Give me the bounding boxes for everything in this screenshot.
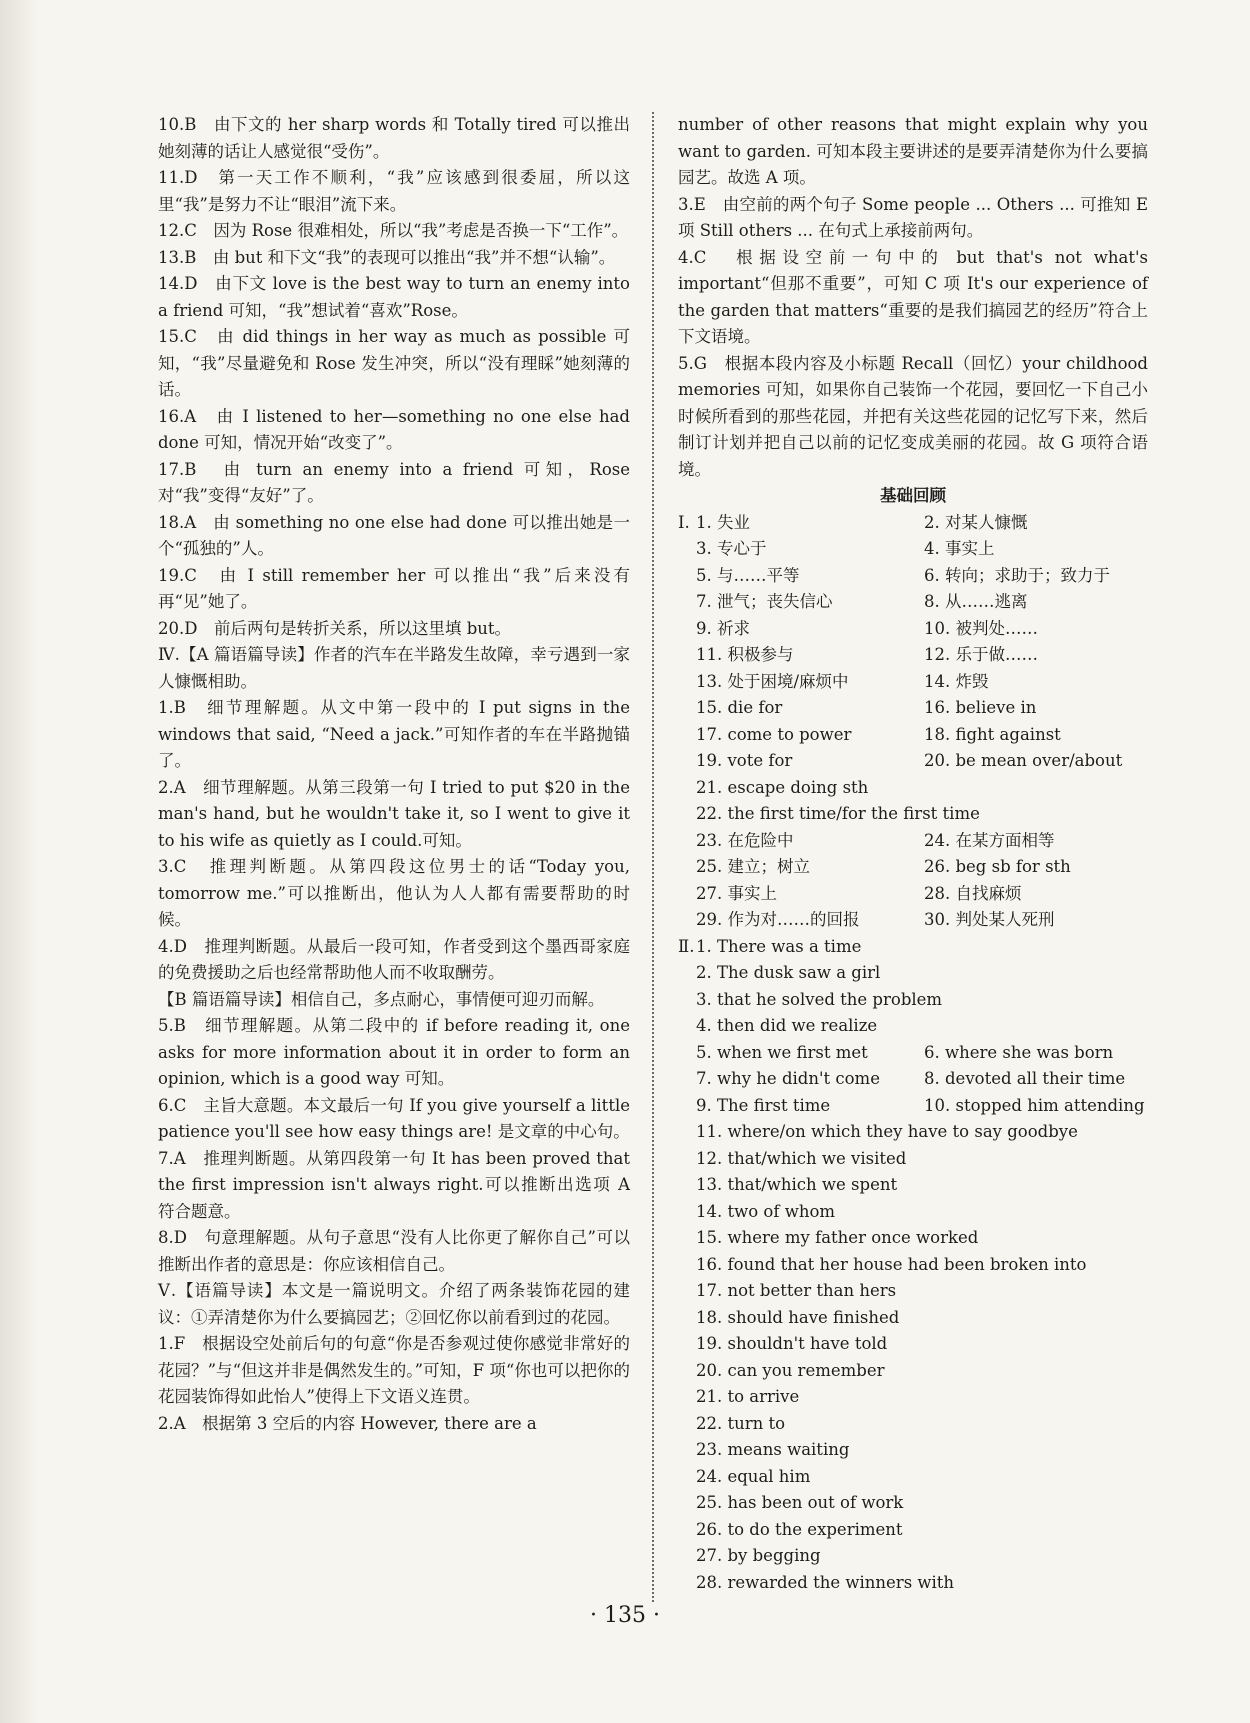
review-part2-entry: 9. The first time: [696, 1095, 831, 1115]
review-part2-entry: 26. to do the experiment: [696, 1519, 903, 1539]
review-part1-entry: 29. 作为对……的回报: [696, 910, 860, 929]
review-part1-row: [678, 510, 1148, 537]
review-part2-cell: [678, 1040, 924, 1067]
review-part1-entry: 25. 建立；树立: [696, 857, 810, 876]
left-column: [158, 112, 630, 1437]
review-part2-entry: 20. can you remember: [696, 1360, 885, 1380]
review-part2-cell: [678, 1305, 899, 1332]
review-part1-cell: [678, 748, 924, 775]
review-part1-cell: [678, 881, 924, 908]
review-part2-entry: 14. two of whom: [696, 1201, 836, 1221]
answer-item: 10.B 由下文的 her sharp words 和 Totally tired 可以推出她刻薄的话让人感觉很“受伤”。: [158, 115, 630, 161]
answer-item: Ⅴ.【语篇导读】本文是一篇说明文。介绍了两条装饰花园的建议：①弄清楚你为什么要搞园艺；②回忆你以前看到过的花园。: [158, 1281, 630, 1327]
column-divider: [652, 112, 654, 1602]
review-part1-cell: [678, 589, 924, 616]
review-part2-entry: 12. that/which we visited: [696, 1148, 907, 1168]
review-part2-row: [678, 1570, 1148, 1597]
review-part1-cell: [678, 722, 924, 749]
review-part2-entry: 2. The dusk saw a girl: [696, 963, 881, 982]
review-part2-row: [678, 960, 1148, 987]
review-part2-row: [678, 1199, 1148, 1226]
answer-item: 3.E 由空前的两个句子 Some people ... Others ... 可推知 E 项 Still others ... 在句式上承接前两句。: [678, 194, 1148, 240]
review-part1-row: [678, 907, 1148, 934]
review-part2-entry: 24. equal him: [696, 1466, 811, 1486]
review-part1-row: [678, 854, 1148, 881]
review-part2-row: [678, 1358, 1148, 1385]
review-part2-cell: [678, 1225, 978, 1252]
review-part1-entry: 15. die for: [696, 698, 783, 717]
review-part2-row: [678, 1411, 1148, 1438]
review-part1-entry: 16. believe in: [924, 698, 1037, 717]
review-part1-row: [678, 828, 1148, 855]
review-part1-row: [678, 722, 1148, 749]
review-part1-entry: 18. fight against: [924, 724, 1061, 744]
review-part2-row: [678, 1305, 1148, 1332]
review-part1-entry: 11. 积极参与: [696, 645, 794, 664]
review-part2-cell: [678, 934, 861, 961]
review-part2-cell: [678, 1119, 1078, 1146]
review-part1-cell: [678, 510, 924, 537]
review-part1-entry: 1. 失业: [696, 512, 750, 532]
review-part1-row: [678, 801, 1148, 828]
review-part2-cell: [678, 1411, 785, 1438]
review-part1-entry: 14. 炸毁: [924, 671, 989, 691]
review-part1-row: [678, 536, 1148, 563]
review-part2-cell: [678, 1199, 835, 1226]
review-part1-entry: 3. 专心于: [696, 539, 767, 558]
answer-item: 20.D 前后两句是转折关系，所以这里填 but。: [158, 618, 512, 638]
answer-item: 【B 篇语篇导读】相信自己，多点耐心，事情便可迎刃而解。: [158, 989, 605, 1009]
review-part1-entry: 7. 泄气；丧失信心: [696, 592, 833, 611]
review-part2-entry: 17. not better than hers: [696, 1281, 897, 1300]
review-part1-entry: 2. 对某人慷慨: [924, 512, 1028, 532]
review-part1-entry: 21. escape doing sth: [696, 777, 869, 797]
review-part2-row: [678, 1543, 1148, 1570]
answer-item: 3.C 推理判断题。从第四段这位男士的话“Today you, tomorrow me.”可以推断出，他认为人人都有需要帮助的时候。: [158, 857, 630, 929]
answer-item: 2.A 根据第 3 空后的内容 However, there are a: [158, 1413, 537, 1433]
review-part1-label: Ⅰ.: [678, 512, 690, 532]
review-part1-entry: 19. vote for: [696, 751, 793, 770]
answer-item: 6.C 主旨大意题。本文最后一句 If you give yourself a little patience you'll see how easy things are! 是文章的中心句。: [158, 1095, 630, 1141]
review-part2-cell: [678, 1543, 821, 1570]
review-part1-entry: 22. the first time/for the first time: [696, 804, 980, 823]
answer-item: 18.A 由 something no one else had done 可以推出她是一个“孤独的”人。: [158, 512, 630, 558]
review-part1-entry: 26. beg sb for sth: [924, 857, 1071, 876]
review-part1-row: [678, 642, 1148, 669]
answer-item: 1.F 根据设空处前后句的句意“你是否参观过使你感觉非常好的花园？”与“但这并非是偶然发生的。”可知，F 项“你也可以把你的花园装饰得如此怡人”使得上下文语义连贯。: [158, 1334, 630, 1406]
review-part1-entry: 24. 在某方面相等: [924, 830, 1055, 850]
review-part1-row: [678, 616, 1148, 643]
answer-item: 1.B 细节理解题。从文中第一段中的 I put signs in the windows that said, “Need a jack.”可知作者的车在半路抛锚了。: [158, 698, 630, 770]
review-part2-entry: 8. devoted all their time: [924, 1069, 1126, 1088]
answer-item: 7.A 推理判断题。从第四段第一句 It has been proved that the first impression isn't always right.可以推断出选项 A 符合题意。: [158, 1148, 630, 1221]
review-part2-cell: [678, 1358, 885, 1385]
review-part1-row: [678, 748, 1148, 775]
review-part1-entry: 6. 转向；求助于；致力于: [924, 565, 1110, 585]
review-part1-entry: 20. be mean over/about: [924, 751, 1123, 770]
review-part2-entry: 4. then did we realize: [696, 1016, 878, 1035]
review-part2-row: [678, 1331, 1148, 1358]
review-part1-row: [678, 589, 1148, 616]
review-part1-row: [678, 669, 1148, 696]
answer-item: number of other reasons that might explain why you want to garden. 可知本段主要讲述的是要弄清楚你为什么要搞园艺。故选 A 项。: [678, 115, 1148, 187]
review-part2-row: [678, 1146, 1148, 1173]
review-part2-cell: [678, 1013, 877, 1040]
review-part1-entry: 5. 与……平等: [696, 565, 800, 585]
review-part2-entry: 11. where/on which they have to say goodbye: [696, 1122, 1078, 1141]
answer-item: 15.C 由 did things in her way as much as possible 可知，“我”尽量避免和 Rose 发生冲突，所以“没有理睬”她刻薄的话。: [158, 327, 630, 399]
review-part2-cell: [678, 1146, 906, 1173]
review-part2-cell: [678, 1490, 903, 1517]
review-part1-entry: 30. 判处某人死刑: [924, 910, 1055, 929]
review-part2-row: [678, 1066, 1148, 1093]
review-part2-entry: 6. where she was born: [924, 1042, 1114, 1062]
review-part1-row: [678, 775, 1148, 802]
review-part2-cell: [678, 1278, 896, 1305]
review-part1-cell: [678, 563, 924, 590]
review-part2-cell: [678, 1384, 799, 1411]
review-part2-entry: 5. when we first met: [696, 1042, 868, 1062]
review-part2-cell: [678, 1437, 849, 1464]
right-column: [678, 112, 1148, 1596]
review-part1-entry: 4. 事实上: [924, 539, 995, 558]
review-part2-entry: 16. found that her house had been broken into: [696, 1254, 1087, 1274]
page-number: · 135 ·: [590, 1603, 660, 1628]
review-part2-entry: 22. turn to: [696, 1413, 786, 1433]
review-part2-cell: [678, 987, 942, 1014]
review-part2-cell: [678, 1517, 903, 1544]
review-part2-row: [678, 934, 1148, 961]
review-part2-cell: [678, 1093, 924, 1120]
answer-item: 17.B 由 turn an enemy into a friend 可知，Rose 对“我”变得“友好”了。: [158, 459, 630, 505]
answer-item: Ⅳ.【A 篇语篇导读】作者的汽车在半路发生故障，幸亏遇到一家人慷慨相助。: [158, 645, 630, 691]
review-part1-cell: [678, 616, 924, 643]
review-part1-entry: 13. 处于困境/麻烦中: [696, 671, 849, 691]
review-part2-entry: 15. where my father once worked: [696, 1228, 979, 1247]
review-part1-cell: [678, 669, 924, 696]
review-part1-cell: [678, 907, 924, 934]
answer-item: 5.G 根据本段内容及小标题 Recall（回忆）your childhood memories 可知，如果你自己装饰一个花园，要回忆一下自己小时候所看到的那些花园，并把有关这些花园的记忆写下来，然后制订计划并把自己以前的记忆变成美丽的花园。故 G 项符合语境。: [678, 353, 1148, 479]
review-part2-label: Ⅱ.: [678, 936, 695, 956]
review-part1-entry: 28. 自找麻烦: [924, 883, 1022, 903]
answer-item: 11.D 第一天工作不顺利，“我”应该感到很委屈，所以这里“我”是努力不让“眼泪”流下来。: [158, 168, 630, 214]
review-part1-cell: [678, 854, 924, 881]
review-part2-entry: 27. by begging: [696, 1546, 821, 1565]
review-part2-entry: 13. that/which we spent: [696, 1175, 898, 1194]
review-part2-row: [678, 987, 1148, 1014]
review-part2-row: [678, 1437, 1148, 1464]
review-part2-entry: 28. rewarded the winners with: [696, 1572, 955, 1592]
review-part1-cell: [678, 828, 924, 855]
review-part2-row: [678, 1490, 1148, 1517]
review-part2-entry: 18. should have finished: [696, 1307, 900, 1327]
review-part2-entry: 21. to arrive: [696, 1387, 800, 1406]
review-part2-row: [678, 1013, 1148, 1040]
page-torn-edge: [0, 0, 38, 1723]
review-part1-cell: [678, 801, 980, 828]
review-part2-row: [678, 1384, 1148, 1411]
review-part2-row: [678, 1093, 1148, 1120]
review-part2-row: [678, 1172, 1148, 1199]
review-part1-entry: 27. 事实上: [696, 883, 777, 903]
answer-item: 19.C 由 I still remember her 可以推出“我”后来没有再“见”她了。: [158, 565, 630, 611]
review-part1-cell: [678, 536, 924, 563]
review-heading: 基础回顾: [880, 486, 946, 505]
review-part1-entry: 17. come to power: [696, 724, 852, 744]
review-part1-row: [678, 563, 1148, 590]
answer-item: 12.C 因为 Rose 很难相处，所以“我”考虑是否换一下“工作”。: [158, 221, 629, 240]
review-part2-row: [678, 1517, 1148, 1544]
review-part2-cell: [678, 1464, 810, 1491]
review-part2-row: [678, 1119, 1148, 1146]
review-part2-entry: 7. why he didn't come: [696, 1069, 880, 1088]
review-part1-row: [678, 695, 1148, 722]
review-part2-cell: [678, 1066, 924, 1093]
review-part2-cell: [678, 1570, 954, 1597]
review-part2-entry: 3. that he solved the problem: [696, 989, 943, 1009]
review-part1-row: [678, 881, 1148, 908]
review-part2-row: [678, 1225, 1148, 1252]
answer-item: 4.C 根据设空前一句中的 but that's not what's important“但那不重要”，可知 C 项 It's our experience of the garden that matters“重要的是我们搞园艺的经历”符合上下文语境。: [678, 247, 1148, 346]
answer-item: 13.B 由 but 和下文“我”的表现可以推出“我”并不想“认输”。: [158, 247, 616, 267]
review-part1-cell: [678, 775, 868, 802]
review-part1-entry: 8. 从……逃离: [924, 592, 1028, 611]
review-part1-entry: 10. 被判处……: [924, 618, 1038, 638]
review-part2-row: [678, 1252, 1148, 1279]
review-part1-cell: [678, 695, 924, 722]
review-part2-row: [678, 1278, 1148, 1305]
review-part1-entry: 23. 在危险中: [696, 830, 794, 850]
review-part2-entry: 1. There was a time: [696, 936, 862, 956]
review-part2-entry: 25. has been out of work: [696, 1493, 904, 1512]
review-part1-entry: 9. 祈求: [696, 618, 750, 638]
review-part2-cell: [678, 1252, 1086, 1279]
answer-item: 4.D 推理判断题。从最后一段可知，作者受到这个墨西哥家庭的免费援助之后也经常帮助他人而不收取酬劳。: [158, 936, 630, 982]
review-part1-cell: [678, 642, 924, 669]
review-part2-cell: [678, 960, 880, 987]
review-part2-cell: [678, 1172, 897, 1199]
review-part2-entry: 10. stopped him attending: [924, 1095, 1145, 1115]
review-part1-entry: 12. 乐于做……: [924, 645, 1038, 664]
review-part2-entry: 19. shouldn't have told: [696, 1334, 888, 1353]
review-part2-row: [678, 1040, 1148, 1067]
review-part2-row: [678, 1464, 1148, 1491]
answer-item: 5.B 细节理解题。从第二段中的 if before reading it, one asks for more information about it in order to form an opinion, which is a good way 可知。: [158, 1016, 630, 1088]
review-part2-cell: [678, 1331, 887, 1358]
answer-item: 2.A 细节理解题。从第三段第一句 I tried to put $20 in the man's hand, but he wouldn't take it, so I went to give it to his wife as quietly as I could.可知。: [158, 777, 630, 850]
answer-item: 14.D 由下文 love is the best way to turn an enemy into a friend 可知，“我”想试着“喜欢”Rose。: [158, 274, 630, 320]
review-part2-entry: 23. means waiting: [696, 1440, 850, 1459]
answer-item: 8.D 句意理解题。从句子意思“没有人比你更了解你自己”可以推断出作者的意思是：你应该相信自己。: [158, 1228, 630, 1274]
answer-item: 16.A 由 I listened to her—something no one else had done 可知，情况开始“改变了”。: [158, 406, 630, 452]
